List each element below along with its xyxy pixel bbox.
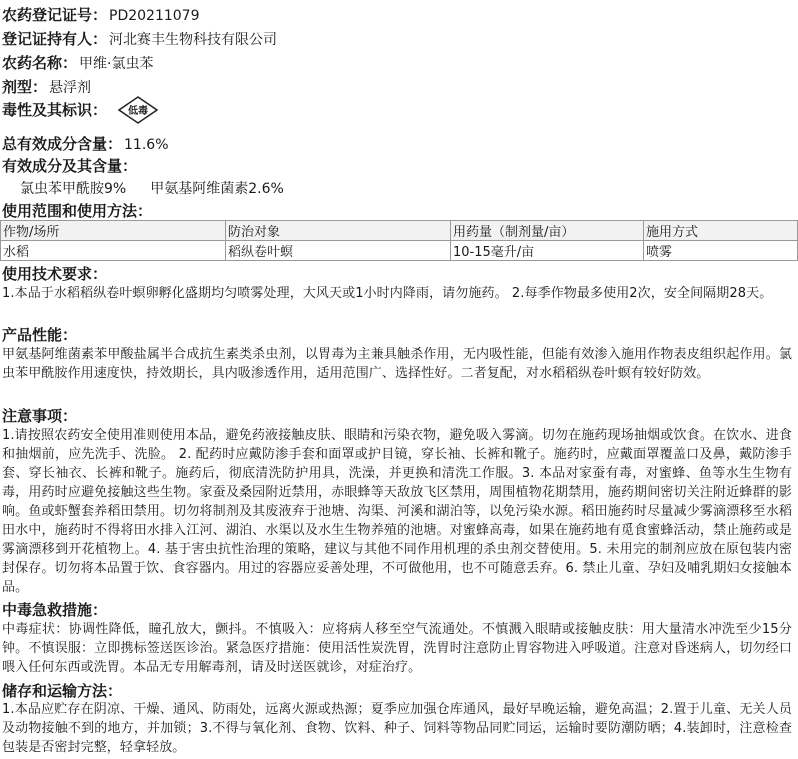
usage-table — [0, 220, 798, 261]
ingredient-item: 甲氨基阿维菌素2.6% — [150, 181, 284, 197]
table-cell: 稻纵卷叶螟 — [226, 241, 451, 261]
first-aid-heading: 中毒急救措施： — [2, 601, 108, 619]
registration-number-row — [2, 4, 200, 25]
technical-heading: 使用技术要求： — [2, 265, 108, 283]
storage-heading: 储存和运输方法： — [2, 682, 123, 700]
badge-text: 低毒 — [128, 106, 148, 117]
first-aid-text: 中毒症状：协调性降低，瞳孔放大，颤抖。不慎吸入：应将病人移至空气流通处。不慎溅入眼睛或接触皮肤：用大量清水冲洗至少15分钟。不慎误服：立即携标签送医诊治。紧急医疗措施：使用活性炭洗胃，洗胃时注意防止胃容物进入呼吸道。注意对昏迷病人，切勿经口喂入任何东西或洗胃。本品无专用解毒剂，请及时送医就诊，对症治疗。 — [2, 622, 792, 675]
column-header: 作物/场所 — [1, 221, 226, 241]
column-header: 防治对象 — [226, 221, 451, 241]
usage-heading: 使用范围和使用方法： — [2, 202, 153, 220]
column-header: 用药量（制剂量/亩） — [451, 221, 644, 241]
technical-text: 1.本品于水稻稻纵卷叶螟卵孵化盛期均匀喷雾处理，大风天或1小时内降雨，请勿施药。 2.每季作物最多使用2次，安全间隔期28天。 — [2, 286, 773, 301]
product-name-label: 农药名称： — [2, 54, 78, 72]
ingredient-item: 氯虫苯甲酰胺9% — [20, 181, 127, 197]
formulation-value: 悬浮剂 — [49, 80, 92, 96]
table-cell: 10-15毫升/亩 — [451, 241, 644, 261]
formulation-label: 剂型： — [2, 78, 48, 96]
table-cell: 喷雾 — [644, 241, 798, 261]
column-header: 施用方式 — [644, 221, 798, 241]
total-content-value: 11.6% — [124, 137, 169, 153]
product-name-value: 甲维·氯虫苯 — [79, 56, 154, 72]
toxicity-row — [2, 99, 107, 120]
table-row — [1, 241, 798, 261]
performance-text: 甲氨基阿维菌素苯甲酸盐属半合成抗生素类杀虫剂，以胃毒为主兼具触杀作用，无内吸性能，但能有效渗入施用作物表皮组织起作用。氯虫苯甲酰胺作用速度快，持效期长，具内吸渗透作用，适用范围广、选择性好。二者复配，对水稻稻纵卷叶螟有较好防效。 — [2, 347, 792, 381]
toxicity-label: 毒性及其标识： — [2, 101, 108, 119]
registrant-label: 登记证持有人： — [2, 30, 108, 48]
total-content-row — [2, 133, 169, 154]
precautions-text: 1.请按照农药安全使用准则使用本品，避免药液接触皮肤、眼睛和污染衣物，避免吸入雾滴。切勿在施药现场抽烟或饮食。在饮水、进食和抽烟前，应先洗手、洗脸。 2. 配药时应戴防渗手套和面罩或护目镜，穿长袖、长裤和靴子。施药时，应戴面罩覆盖口及鼻，戴防渗手套、穿长袖衣、长裤和靴子。施药后，彻底清洗防护用具，洗澡，并更换和清洗工作服。3. 本品对家蚕有毒，对蜜蜂、鱼等水生生物有毒，用药时应避免接触这些生物。家蚕及桑园附近禁用，赤眼蜂等天敌放飞区禁用，周围植物花期禁用，施药期间密切关注附近蜂群的影响。鱼或虾蟹套养稻田禁用。切勿将制剂及其废液弃于池塘、沟渠、河溪和湖泊等，以免污染水源。稻田施药时尽量减少雾滴漂移至水稻田水中，施药时不得将田水排入江河、湖泊、水渠以及水生生物养殖的池塘。对蜜蜂高毒，如果在施药地有觅食蜜蜂活动，禁止施药或是雾滴漂移到开花植物上。4. 基于害虫抗性治理的策略，建议与其他不同作用机理的杀虫剂交替使用。5. 未用完的制剂应放在原包装内密封保存。切勿将本品置于饮、食容器内。用过的容器应妥善处理，不可做他用，也不可随意丢弃。6. 禁止儿童、孕妇及哺乳期妇女接触本品。 — [2, 428, 792, 595]
ingredients-heading: 有效成分及其含量： — [2, 157, 138, 175]
total-content-label: 总有效成分含量： — [2, 135, 123, 153]
registrant-row — [2, 28, 277, 49]
formulation-row — [2, 76, 91, 97]
precautions-heading: 注意事项： — [2, 407, 78, 425]
product-name-row — [2, 52, 153, 73]
ingredients-list — [20, 178, 284, 198]
registrant-value: 河北赛丰生物科技有限公司 — [109, 32, 278, 48]
registration-number-value: PD20211079 — [109, 8, 200, 24]
low-toxicity-badge — [118, 96, 158, 124]
table-cell: 水稻 — [1, 241, 226, 261]
registration-number-label: 农药登记证号： — [2, 6, 108, 24]
performance-heading: 产品性能： — [2, 326, 78, 344]
table-header-row — [1, 221, 798, 241]
storage-text: 1.本品应贮存在阴凉、干燥、通风、防雨处，远离火源或热源；夏季应加强仓库通风，最好早晚运输，避免高温；2.置于儿童、无关人员及动物接触不到的地方，并加锁；3.不得与氧化剂、食物、饮料、种子、饲料等物品同贮同运，运输时要防潮防晒；4.装卸时，注意检查包装是否密封完整，轻拿轻放。 — [2, 702, 792, 755]
